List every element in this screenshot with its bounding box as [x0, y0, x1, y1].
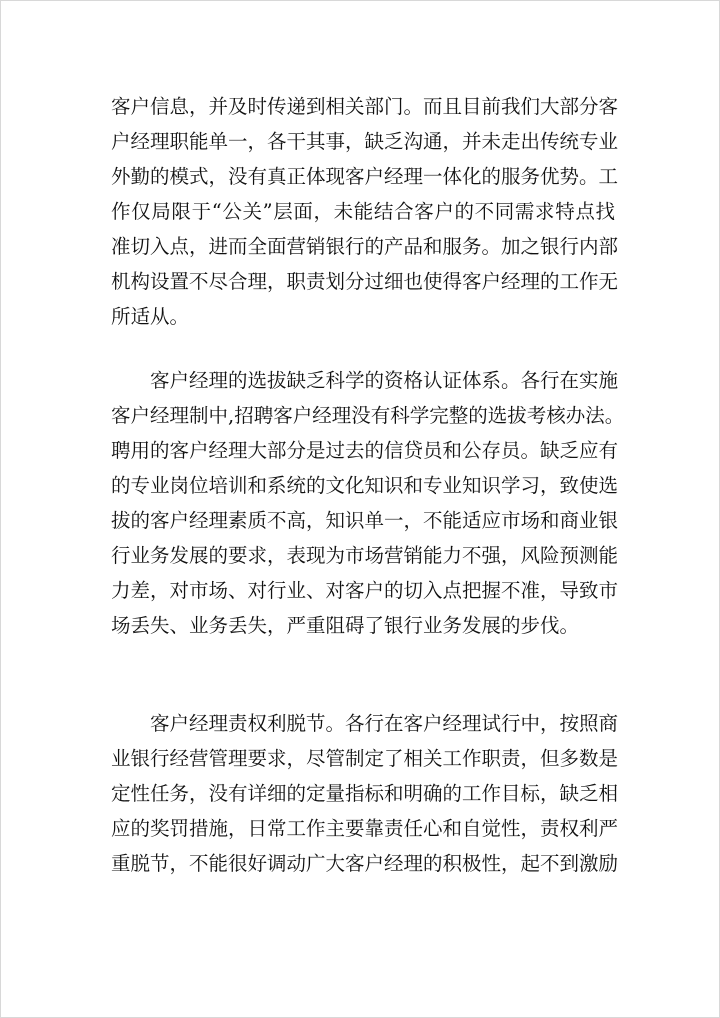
text-line: 客户经理的选拔缺乏科学的资格认证体系。各行在实施 [150, 369, 619, 392]
text-line: 应的奖罚措施，日常工作主要靠责任心和自觉性，责权利严 [111, 817, 619, 840]
text-line: 的专业岗位培训和系统的文化知识和专业知识学习，致使选 [111, 474, 619, 497]
text-line: 聘用的客户经理大部分是过去的信贷员和公存员。缺乏应有 [111, 439, 619, 462]
text-line: 行业务发展的要求，表现为市场营销能力不强，风险预测能 [111, 544, 619, 567]
paragraph-2 [111, 363, 625, 643]
text-line: 准切入点，进而全面营销银行的产品和服务。加之银行内部 [111, 235, 619, 258]
paragraph-3 [111, 706, 619, 881]
text-line: 力差，对市场、对行业、对客户的切入点把握不准，导致市 [111, 579, 619, 602]
text-line: 机构设置不尽合理，职责划分过细也使得客户经理的工作无 [111, 270, 619, 293]
text-line: 场丢失、业务丢失，严重阻碍了银行业务发展的步伐。 [111, 614, 580, 637]
paragraph-1 [111, 89, 619, 334]
text-line: 所适从。 [111, 305, 190, 328]
text-line: 拔的客户经理素质不高，知识单一，不能适应市场和商业银 [111, 509, 619, 532]
text-line: 户经理职能单一，各干其事，缺乏沟通，并未走出传统专业 [111, 130, 619, 153]
text-line: 业银行经营管理要求，尽管制定了相关工作职责，但多数是 [111, 747, 619, 770]
text-line: 重脱节，不能很好调动广大客户经理的积极性，起不到激励 [111, 852, 619, 875]
text-line: 客户经理制中,招聘客户经理没有科学完整的选拔考核办法。 [111, 404, 625, 427]
text-line: 客户信息，并及时传递到相关部门。而且目前我们大部分客 [111, 95, 619, 118]
text-line: 客户经理责权利脱节。各行在客户经理试行中，按照商 [150, 712, 619, 735]
text-line: 作仅局限于“公关”层面，未能结合客户的不同需求特点找 [111, 200, 615, 223]
text-line: 定性任务，没有详细的定量指标和明确的工作目标，缺乏相 [111, 782, 619, 805]
text-line: 外勤的模式，没有真正体现客户经理一体化的服务优势。工 [111, 165, 619, 188]
